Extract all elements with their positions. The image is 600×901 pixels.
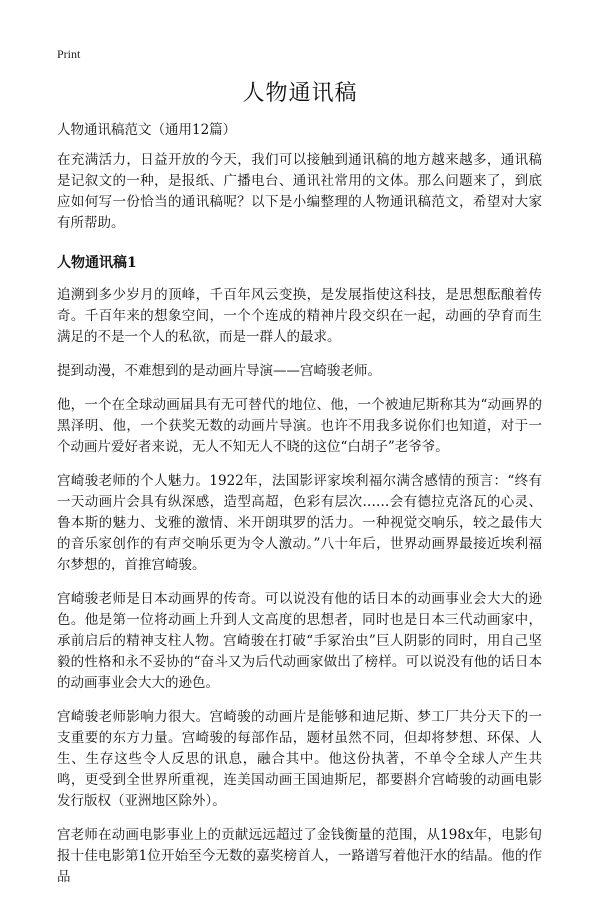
body-paragraph: 宫老师在动画电影事业上的贡献远远超过了金钱衡量的范围，从198x年，电影旬报十佳电影第1位开始至今无数的嘉奖榜首人，一路谱写着他汗水的结晶。他的作品 [57, 827, 542, 885]
page-title: 人物通讯稿 [242, 81, 358, 106]
body-paragraph: 追溯到多少岁月的顶峰，千百年风云变换，是发展指使这科技，是思想酝酿着传奇。千百年来的想象空间，一个个连成的精神片段交织在一起，动画的孕育而生满足的不是一个人的私欲，而是一群人的最求。 [57, 287, 542, 345]
body-paragraph: 宫崎骏老师是日本动画界的传奇。可以说没有他的话日本的动画事业会大大的逊色。他是第一位将动画上升到人文高度的思想者，同时也是日本三代动画家中，承前启后的精神支柱人物。宫崎骏在打破“手冢治虫”巨人阴影的同时，用自己坚毅的性格和永不妥协的“奋斗又为后代动画家做出了榜样。可以说没有他的话日本的动画事业会大大的逊色。 [57, 591, 542, 691]
intro-paragraph: 在充满活力，日益开放的今天，我们可以接触到通讯稿的地方越来越多，通讯稿是记叙文的一种，是报纸、广播电台、通讯社常用的文体。那么问题来了，到底应如何写一份恰当的通讯稿呢？以下是小编整理的人物通讯稿范文，希望对大家有所帮助。 [57, 152, 542, 231]
article-body [57, 120, 542, 901]
section-heading: 人物通讯稿1 [57, 255, 137, 271]
body-paragraph: 他，一个在全球动画届具有无可替代的地位、他，一个被迪尼斯称其为“动画界的黑泽明、他，一个获奖无数的动画片导演。也许不用我多说你们也知道，对于一个动画片爱好者来说，无人不知无人不晓的这位“白胡子”老爷爷。 [57, 397, 542, 455]
article-subtitle: 人物通讯稿范文（通用12篇） [57, 122, 237, 138]
print-link[interactable]: Print [57, 47, 81, 61]
body-paragraph: 提到动漫，不难想到的是动画片导演——宫崎骏老师。 [57, 363, 381, 379]
body-paragraph: 宫崎骏老师影响力很大。宫崎骏的动画片是能够和迪尼斯、梦工厂共分天下的一支重要的东方力量。宫崎骏的每部作品，题材虽然不同，但却将梦想、环保、人生、生存这些令人反思的讯息，融合其中。他这份执著，不单令全球人产生共鸣，更受到全世界所重视，连美国动画王国迪斯尼，都要斟介宫崎骏的动画电影发行版权（亚洲地区除外）。 [57, 709, 542, 809]
body-paragraph: 宫崎骏老师的个人魅力。1922年，法国影评家埃利福尔满含感情的预言：“终有一天动画片会具有纵深感，造型高超，色彩有层次……会有德拉克洛瓦的心灵、鲁本斯的魅力、戈雅的激情、米开朗琪罗的活力。一种视觉交响乐，较之最伟大的音乐家创作的有声交响乐更为令人激动。”八十年后，世界动画界最接近埃利福尔梦想的，首推宫崎骏。 [57, 473, 542, 573]
